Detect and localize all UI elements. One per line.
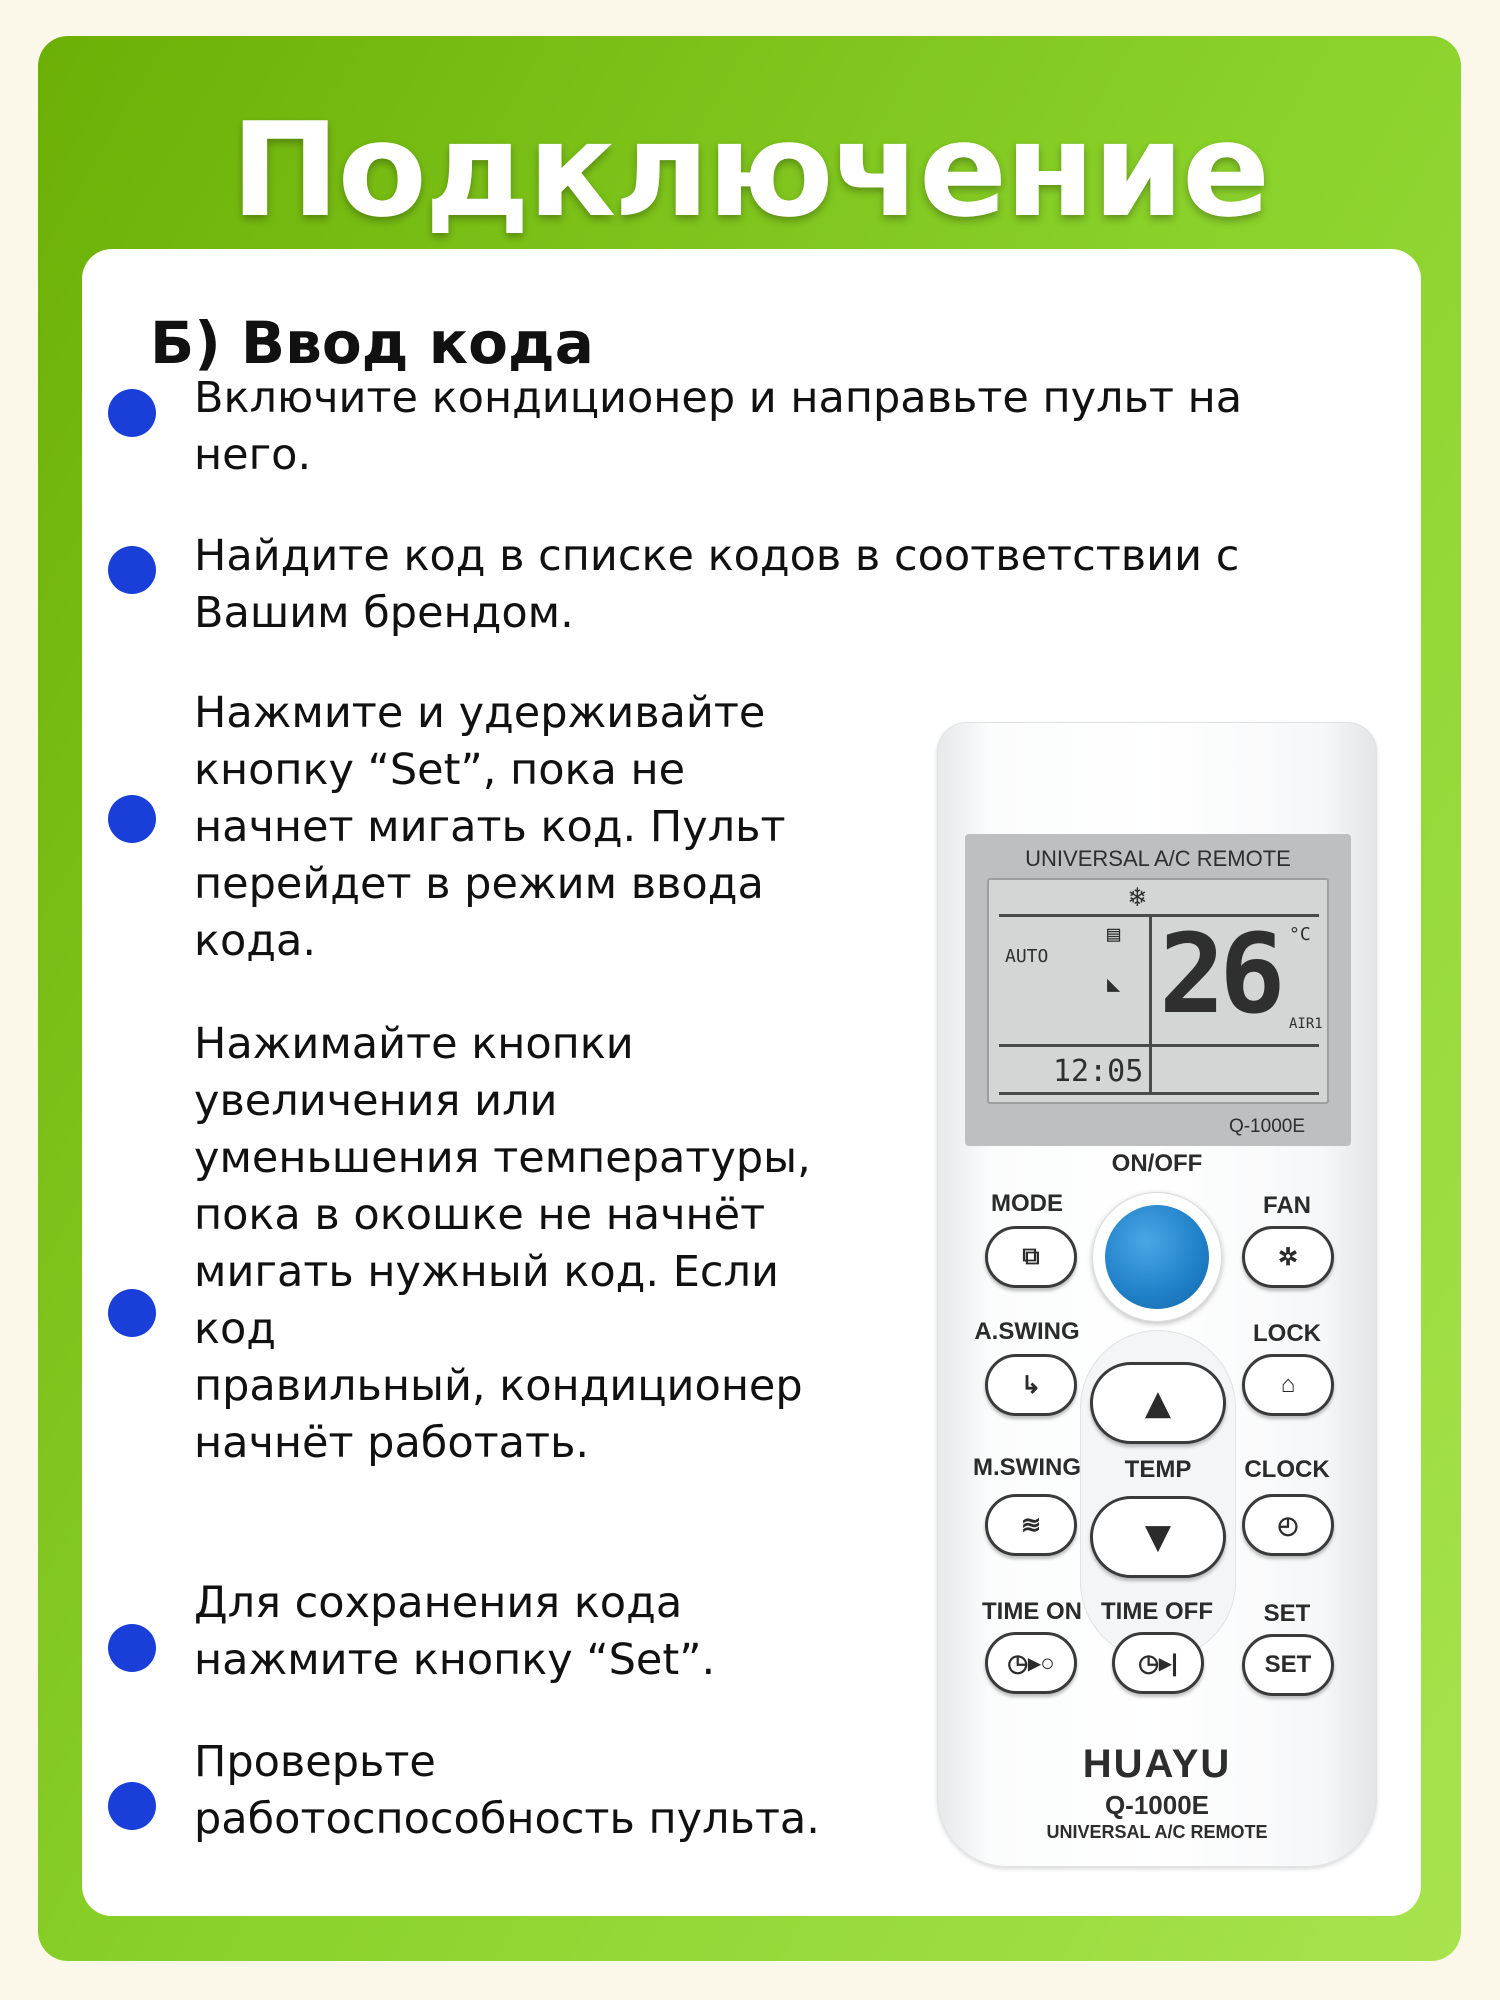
- lcd-divider: [999, 1044, 1319, 1047]
- mswing-button[interactable]: [985, 1494, 1077, 1556]
- arrow-down-icon: ▼: [1144, 1517, 1172, 1557]
- aswing-label: A.SWING: [974, 1318, 1080, 1345]
- temp-up-button[interactable]: [1090, 1362, 1226, 1444]
- step-2: Найдите код в списке кодов в соответствии с Вашим брендом.: [194, 531, 1240, 638]
- temp-label: TEMP: [1124, 1456, 1192, 1483]
- arrow-up-icon: ▲: [1144, 1383, 1172, 1423]
- lcd-temperature: 26: [1159, 910, 1280, 1038]
- clock-icon: ◴: [1277, 1511, 1299, 1539]
- bullet-icon: [108, 1624, 156, 1672]
- lcd-divider: [1149, 916, 1152, 1092]
- lcd-air: AIR1: [1289, 1016, 1323, 1032]
- content-card: [82, 249, 1421, 1916]
- mswing-label: M.SWING: [973, 1454, 1081, 1481]
- timeon-label: TIME ON: [982, 1598, 1082, 1625]
- lcd-screen: [987, 878, 1329, 1104]
- brand-name: HUAYU: [1082, 1742, 1232, 1786]
- fan-level-icon: ▤: [1107, 922, 1121, 947]
- mode-icon: ⧉: [1022, 1243, 1040, 1270]
- lcd-time: 12:05: [1053, 1054, 1144, 1089]
- power-button[interactable]: [1105, 1205, 1209, 1309]
- swing-arrow-icon: ↳: [1020, 1371, 1042, 1399]
- bullet-icon: [108, 546, 156, 594]
- timer-on-icon: ◷▸○: [1007, 1649, 1055, 1677]
- bullet-icon: [108, 1782, 156, 1830]
- step-1: Включите кондиционер и направьте пульт на него.: [194, 373, 1243, 480]
- fan-icon: ✲: [1277, 1243, 1299, 1271]
- section-title: Б) Ввод кода: [150, 309, 594, 377]
- swing-icon: ◣: [1107, 972, 1121, 997]
- timeon-button[interactable]: [985, 1632, 1077, 1694]
- aswing-button[interactable]: [985, 1354, 1077, 1416]
- step-4: Нажимайте кнопки увеличения или уменьшения температуры, пока в окошке не начнёт мигать нужный код. Если код правильный, кондиционер начнёт работать.: [194, 1019, 811, 1468]
- power-ring: [1092, 1192, 1222, 1322]
- set-label: SET: [1263, 1600, 1311, 1627]
- timeoff-label: TIME OFF: [1101, 1598, 1213, 1625]
- lcd-mode: AUTO: [1005, 946, 1049, 967]
- timer-off-icon: ◷▸|: [1138, 1649, 1178, 1677]
- brand-subtitle: UNIVERSAL A/C REMOTE: [1046, 1822, 1268, 1842]
- bullet-icon: [108, 795, 156, 843]
- fan-button[interactable]: [1242, 1226, 1334, 1288]
- onoff-label: ON/OFF: [1111, 1150, 1203, 1177]
- lcd-model: Q-1000E: [1228, 1116, 1305, 1137]
- snow-icon: ❄: [1129, 880, 1146, 913]
- fan-label: FAN: [1263, 1192, 1311, 1219]
- lock-label: LOCK: [1253, 1320, 1321, 1347]
- bullet-icon: [108, 1289, 156, 1337]
- clock-label: CLOCK: [1244, 1456, 1330, 1483]
- brand-model: Q-1000E: [1104, 1790, 1210, 1820]
- clock-button[interactable]: [1242, 1494, 1334, 1556]
- mswing-icon: ≋: [1020, 1511, 1042, 1539]
- page-title: Подключение: [230, 94, 1269, 246]
- mode-button[interactable]: [985, 1226, 1077, 1288]
- bullet-icon: [108, 389, 156, 437]
- lcd-panel: [965, 834, 1351, 1146]
- temp-down-button[interactable]: [1090, 1496, 1226, 1578]
- lcd-divider: [999, 1092, 1319, 1095]
- green-frame: [38, 36, 1461, 1961]
- timeoff-button[interactable]: [1112, 1632, 1204, 1694]
- lcd-title: UNIVERSAL A/C REMOTE: [1025, 846, 1291, 871]
- remote-control: [937, 722, 1377, 1867]
- step-6: Проверьте работоспособность пульта.: [194, 1737, 820, 1844]
- lock-button[interactable]: [1242, 1354, 1334, 1416]
- set-button[interactable]: SET: [1242, 1634, 1334, 1696]
- mode-label: MODE: [991, 1190, 1063, 1217]
- lcd-unit: °C: [1289, 924, 1311, 945]
- step-3: Нажмите и удерживайте кнопку “Set”, пока не начнет мигать код. Пульт перейдет в режим ввода кода.: [194, 688, 786, 966]
- lock-icon: ⌂: [1280, 1371, 1296, 1398]
- step-5: Для сохранения кода нажмите кнопку “Set”.: [194, 1578, 716, 1685]
